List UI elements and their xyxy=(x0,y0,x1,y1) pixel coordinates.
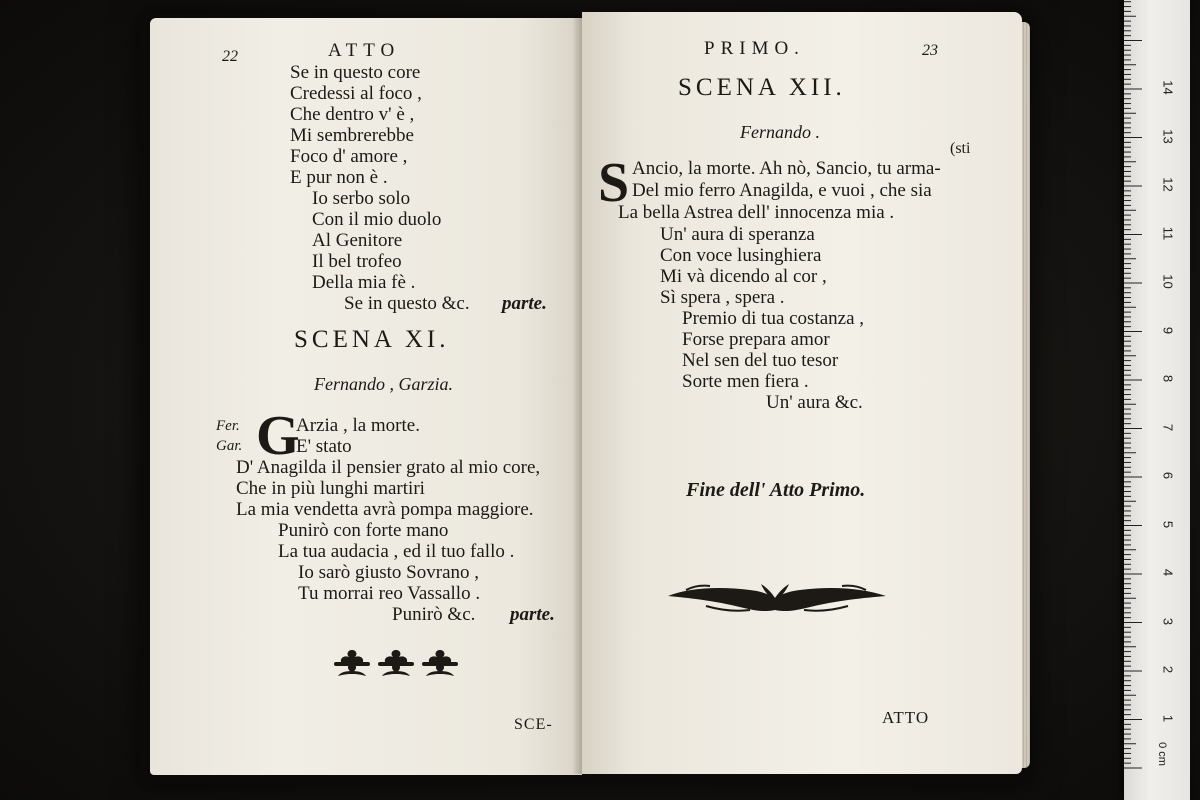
verse-line: Punirò con forte mano xyxy=(278,520,449,541)
page-number-right: 23 xyxy=(922,42,938,59)
catchword-left: SCE- xyxy=(514,716,553,733)
verse-line: Premio di tua costanza , xyxy=(682,308,865,329)
verse-line: Del mio ferro Anagilda, e vuoi , che sia xyxy=(632,180,932,201)
drop-capital-s: S xyxy=(598,152,630,214)
ruler-number: 10 xyxy=(1160,274,1176,289)
speaker-name: Fernando . xyxy=(740,122,820,142)
exit-line: Punirò &c. xyxy=(392,604,476,625)
verse-line: Mi và dicendo al cor , xyxy=(660,266,827,287)
verse-line: Con voce lusinghiera xyxy=(660,245,822,266)
left-page xyxy=(150,18,582,775)
drop-capital-g: G xyxy=(256,405,300,467)
right-page xyxy=(582,12,1022,774)
ruler-number: 2 xyxy=(1160,665,1176,674)
verse-line: Con il mio duolo xyxy=(312,209,442,230)
verse-line: Io sarò giusto Sovrano , xyxy=(298,562,480,583)
ruler-number: 7 xyxy=(1160,423,1176,431)
speaker-names: Fernando , Garzia. xyxy=(314,374,453,394)
verse-line: Al Genitore xyxy=(312,230,403,251)
verse-line: Sì spera , spera . xyxy=(660,287,785,308)
ruler-number: 3 xyxy=(1160,617,1176,625)
reprise-line: Un' aura &c. xyxy=(766,392,863,413)
verse-line: Tu morrai reo Vassallo . xyxy=(298,583,481,604)
verse-line: Arzia , la morte. xyxy=(296,415,420,436)
verse-line: Che in più lunghi martiri xyxy=(236,478,425,499)
verse-line: Il bel trofeo xyxy=(312,251,402,272)
catchword-right: ATTO xyxy=(882,708,930,727)
verse-line: La tua audacia , ed il tuo fallo . xyxy=(278,541,515,562)
verse-line: Se in questo core xyxy=(290,62,421,83)
verse-line: Foco d' amore , xyxy=(290,146,408,167)
stage-direction: parte. xyxy=(502,293,547,314)
verse-line: Che dentro v' è , xyxy=(290,104,415,125)
verse-line: Della mia fè . xyxy=(312,272,416,293)
verse-line: Un' aura di speranza xyxy=(660,224,815,245)
running-head-left: ATTO xyxy=(328,40,401,61)
ruler-number: 14 xyxy=(1160,80,1176,95)
stage-direction: parte. xyxy=(510,604,555,625)
fleuron-ornament-icon xyxy=(330,646,462,682)
speaker-tag-gar: Gar. xyxy=(216,438,243,454)
end-of-act: Fine dell' Atto Primo. xyxy=(686,479,866,501)
running-head-right: PRIMO. xyxy=(704,38,805,59)
verse-line: E' stato xyxy=(296,436,352,457)
measurement-ruler xyxy=(1124,0,1190,800)
ruler-number: 4 xyxy=(1160,568,1176,577)
ruler-ticks xyxy=(1124,0,1190,800)
overflow-syllable: (sti xyxy=(950,140,971,157)
verse-line: E pur non è . xyxy=(290,167,388,188)
verse-line: Credessi al foco , xyxy=(290,83,422,104)
verse-line: La mia vendetta avrà pompa maggiore. xyxy=(236,499,534,520)
ruler-number: 11 xyxy=(1160,226,1176,240)
speaker-tag-fer: Fer. xyxy=(216,418,240,434)
scene-title-right: SCENA XII. xyxy=(678,74,846,101)
ruler-unit-label: 0 cm xyxy=(1155,742,1168,766)
verse-line: Forse prepara amor xyxy=(682,329,830,350)
verse-line: Mi sembrerebbe xyxy=(290,125,414,146)
verse-line: D' Anagilda il pensier grato al mio core, xyxy=(236,457,541,478)
verse-line: Ancio, la morte. Ah nò, Sancio, tu arma- xyxy=(632,158,941,179)
foliage-ornament-icon xyxy=(666,574,888,618)
ruler-number: 8 xyxy=(1160,374,1176,383)
verse-line: La bella Astrea dell' innocenza mia . xyxy=(618,202,895,223)
ruler-number: 9 xyxy=(1160,326,1176,334)
ruler-number: 6 xyxy=(1160,471,1176,480)
scene-title-left: SCENA XI. xyxy=(294,326,450,353)
ruler-number: 1 xyxy=(1160,714,1176,722)
ruler-number: 5 xyxy=(1160,520,1176,528)
verse-line: Nel sen del tuo tesor xyxy=(682,350,839,371)
exit-line: Se in questo &c. xyxy=(344,293,470,314)
verse-line: Io serbo solo xyxy=(312,188,411,209)
verse-line: Sorte men fiera . xyxy=(682,371,809,392)
ruler-number: 13 xyxy=(1160,128,1176,144)
page-number-left: 22 xyxy=(222,48,238,65)
ruler-number: 12 xyxy=(1160,177,1176,192)
